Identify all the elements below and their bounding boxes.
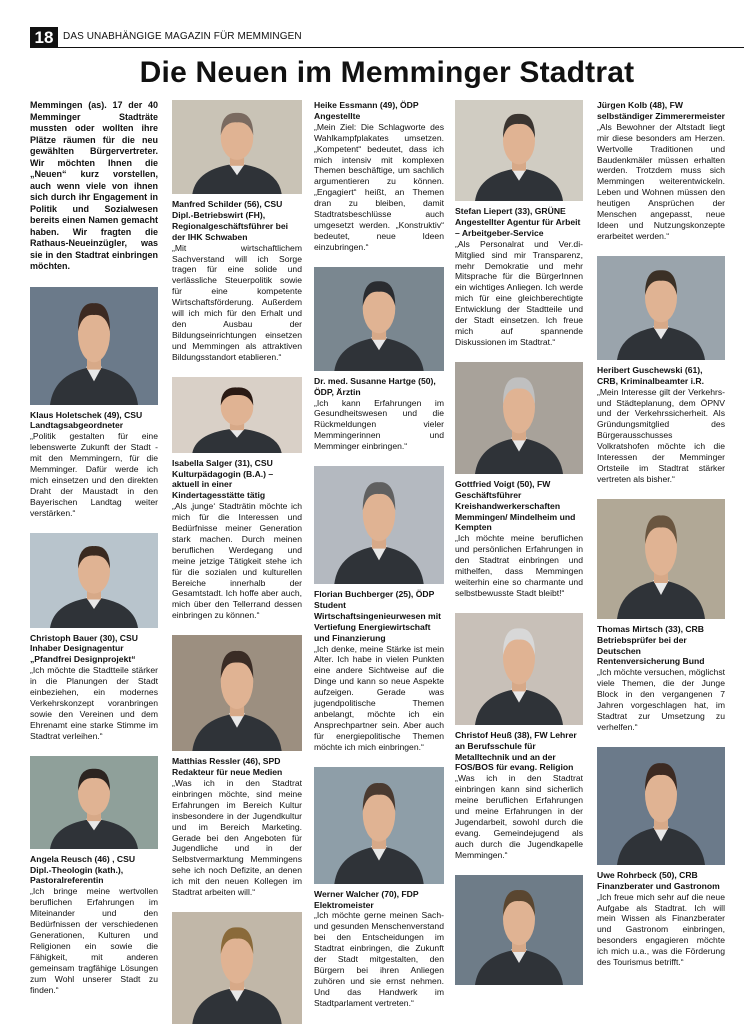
magazine-name: DAS UNABHÄNGIGE MAGAZIN FÜR MEMMINGEN xyxy=(63,31,302,42)
column-3 xyxy=(314,100,444,1023)
profile-text xyxy=(172,458,302,622)
profile xyxy=(30,756,158,996)
portrait-photo-voigt xyxy=(455,362,583,474)
profile-quote: „Ich möchte die Stadtteile stärker in die Planungen der Stadt einbeziehen, ein modernes Verkehrskonzept voranbringen sowie den Vereinen und dem Ehrenamt eine starke Stimme im Stadtrat verleihen.“ xyxy=(30,665,158,741)
profile xyxy=(30,287,158,519)
profile-name: Stefan Liepert (33), GRÜNE Angestellter Agentur für Arbeit – Arbeitgeber-Service xyxy=(455,206,581,238)
column-3-profiles xyxy=(314,100,444,1009)
profile-quote: „Ich denke, meine Stärke ist mein Alter. Ich habe in vielen Punkten eine andere Sichtweise auf die Dinge und kann so neue Aspekte aufzeigen. Gerade was jugendpolitische Themen anbelangt, möchte ich ein Ansprechpartner sein. Aber auch für energiepolitische Themen möchte ich mich einbringen.“ xyxy=(314,643,444,752)
profile-name: Werner Walcher (70), FDP Elektromeister xyxy=(314,888,419,910)
profile-quote: „Was ich in den Stadtrat einbringen kann sind sicherlich meine beruflichen Erfahrungen und meine Erfahrungen in der Jugendarbeit, sowohl durch die evang. Gemeindejugend als auch durch die Jugendkapelle Memmingen.“ xyxy=(455,773,583,860)
portrait-photo-mirtsch xyxy=(597,499,725,619)
portrait-photo-unnamed-woman-image xyxy=(172,912,302,1024)
column-4-profiles xyxy=(455,100,583,985)
profile-text xyxy=(597,365,725,485)
profile xyxy=(597,256,725,485)
profile xyxy=(314,267,444,452)
profile-text xyxy=(30,633,158,742)
portrait-photo-liepert-image xyxy=(455,100,583,201)
profile-text xyxy=(597,624,725,733)
column-5 xyxy=(597,100,725,982)
profile-name: Thomas Mirtsch (33), CRB Betriebsprüfer bei der Deutschen Rentenversicherung Bund xyxy=(597,623,705,667)
profile-name: Angela Reusch (46) , CSU Dipl.-Theologin (kath.), Pastoralreferentin xyxy=(30,853,136,886)
profile-quote: „Was ich in den Stadtrat einbringen möchte, sind meine Erfahrungen im Bereich Kultur insbesondere in der Jugendkultur und im Bereich Marketing. Gerade bei den Angeboten für Jugendliche und in der Selbstvermarktung Memmingens sehe ich noch Defizite, an denen ich mit den neuen Kollegen im Stadtrat arbeiten will.“ xyxy=(172,778,302,898)
profile xyxy=(455,613,583,861)
profile-name: Christof Heuß (38), FW Lehrer an Berufsschule für Metalltechnik und an der FOS/BOS für evang. Religion xyxy=(455,729,577,773)
profile-name: Florian Buchberger (25), ÖDP Student Wirtschaftsingenieurwesen mit Vertiefung Energiewirtschaft und Finanzierung xyxy=(314,589,441,643)
profile xyxy=(30,533,158,742)
column-2-profiles xyxy=(172,100,302,1024)
profile-name: Matthias Ressler (46), SPD Redakteur für neue Medien xyxy=(172,756,283,778)
intro-text: Memmingen (as). 17 der 40 Memminger Stadträte mussten oder wollten ihre Plätze räumen für die neu gewählten Bürgervertreter. Wir möchten Ihnen die „Neuen“ kurz vorstellen, auch wenn viele von ihnen sich durch ihr Engagement in Politik und Sozialwesen bereits einen Namen gemacht haben. Wir fragten die Rathaus-Neueinzügler, was sie in den Stadtrat einbringen möchten. xyxy=(30,100,158,271)
profile-name: Gottfried Voigt (50), FW Geschäftsführer Kreishandwerkerschaften Memmingen/ Mindelheim und Kempten xyxy=(455,478,576,533)
profile-text xyxy=(172,756,302,898)
profile xyxy=(314,466,444,753)
portrait-photo-unnamed-man xyxy=(455,875,583,985)
profile-name: Dr. med. Susanne Hartge (50), ÖDP, Ärztin xyxy=(314,375,436,397)
profile-name: Isabella Salger (31), CSU Kulturpädagogin (B.A.) – aktuell in einer Kindertagesstätte tätig xyxy=(172,457,274,501)
column-1-profiles xyxy=(30,287,158,996)
profile-text xyxy=(314,589,444,753)
profile-quote: „Politik gestalten für eine lebenswerte Zukunft der Stadt - mit den Memmingern, für die Memminger. Dafür werde ich mich einsetzen und den direkten Draht der Maustadt in den Bayerischen Landtag weiter verstärken.“ xyxy=(30,431,158,518)
profile xyxy=(455,875,583,985)
profile-quote: „Ich kann Erfahrungen im Gesundheitswesen und die Rückmeldungen vieler Memmingerinnen und Memminger einbringen.“ xyxy=(314,397,444,452)
portrait-photo-hartge xyxy=(314,267,444,371)
portrait-photo-guschewski-image xyxy=(597,256,725,360)
portrait-photo-ressler xyxy=(172,635,302,751)
portrait-photo-heuss-image xyxy=(455,613,583,725)
portrait-photo-hartge-image xyxy=(314,267,444,371)
profile-quote: „Ich möchte versuchen, möglichst viele Themen, die der Junge Block in den vergangenen 7 Jahren vorgeschlagen hat, im Stadtrat zur Umsetzung zu verhelfen.“ xyxy=(597,667,726,732)
profile-name: Uwe Rohrbeck (50), CRB Finanzberater und Gastronom xyxy=(597,869,720,891)
profile-quote: „Mein Interesse gilt der Verkehrs- und Städteplanung, dem ÖPNV und der Verkehrssicherheit. Als Gründungsmitglied des Bürgerausschusses Volkratshofen möchte ich die Interessen der Memminger Ortsteile im Stadtrat stärker vertreten als bisher.“ xyxy=(597,386,725,484)
portrait-photo-guschewski xyxy=(597,256,725,360)
portrait-photo-reusch xyxy=(30,756,158,849)
profile xyxy=(597,100,725,242)
profile-name: Manfred Schilder (56), CSU Dipl.-Betriebswirt (FH), Regionalgeschäftsführer bei der IHK Schwaben xyxy=(172,199,289,242)
profile-text xyxy=(455,206,583,348)
profile-quote: „Ich möchte meine beruflichen und persönlichen Erfahrungen in den Stadtrat einbringen und mithelfen, dass Memmingen weiterhin eine so charmante und selbstbewusste Stadt bleibt!“ xyxy=(455,533,583,598)
portrait-photo-bauer-image xyxy=(30,533,158,628)
portrait-photo-walcher-image xyxy=(314,767,444,884)
portrait-photo-schilder-image xyxy=(172,100,302,194)
portrait-photo-heuss xyxy=(455,613,583,725)
profile xyxy=(314,100,444,253)
portrait-photo-salger xyxy=(172,377,302,453)
profile-quote: „Ich möchte gerne meinen Sach- und gesunden Menschenverstand bei den Entscheidungen im Stadtrat einbringen, die Zukunft der Stadt mitgestalten, den Bürgern bei ihren Anliegen zuhören und sie ernst nehmen. Und das Handwerk im Stadtparlament vertreten.“ xyxy=(314,910,444,1008)
profile-text xyxy=(455,479,583,599)
profile xyxy=(172,912,302,1024)
profile xyxy=(314,767,444,1009)
profile-name: Heribert Guschewski (61), CRB, Kriminalbeamter i.R. xyxy=(597,364,704,386)
portrait-photo-buchberger xyxy=(314,466,444,584)
profile-quote: „Ich bringe meine wertvollen beruflichen Erfahrungen im Miteinander und den Bedürfnissen der verschiedenen Generationen, Kulturen und Religionen ein sowie die Fähigkeit, mit anderen gemeinsam tragfähige Lösungen zum Wohl unserer Stadt zu finden.“ xyxy=(30,886,158,995)
portrait-photo-walcher xyxy=(314,767,444,884)
header-rule xyxy=(30,47,744,48)
portrait-photo-bauer xyxy=(30,533,158,628)
profile-text xyxy=(314,100,444,253)
profile-text xyxy=(172,199,302,363)
profile-text xyxy=(455,730,583,861)
page-number: 18 xyxy=(30,27,58,48)
column-2 xyxy=(172,100,302,1024)
portrait-photo-liepert xyxy=(455,100,583,201)
profile xyxy=(455,362,583,599)
profile-name: Jürgen Kolb (48), FW selbständiger Zimmerermeister xyxy=(597,100,726,121)
portrait-photo-holetschek xyxy=(30,287,158,405)
portrait-photo-mirtsch-image xyxy=(597,499,725,619)
profile-quote: „Als ‚junge‘ Stadträtin möchte ich mich für die Interessen und Bedürfnisse meiner Generation stark machen. Durch meinen beruflichen Werdegang und meine jetzige Tätigkeit stehe ich für die sozialen und kulturellen Bereiche innerhalb der Gesamtstadt. Ich hoffe aber auch, mich über den Tellerrand dessen einbringen zu können.“ xyxy=(172,501,302,621)
portrait-photo-unnamed-man-image xyxy=(455,875,583,985)
portrait-photo-rohrbeck xyxy=(597,747,725,865)
profile-text xyxy=(314,376,444,452)
profile-quote: „Als Personalrat und Ver.di-Mitglied sind mir Transparenz, mehr Demokratie und mehr Mitsprache für die BürgerInnen ein wichtiges Anliegen. Ich werde mich für eine gleichberechtigte Entwicklung der Stadtteile und der Stadt einsetzen. Ich freue mich auf spannende Diskussionen im Stadtrat.“ xyxy=(455,238,583,347)
profile-text xyxy=(597,100,725,242)
column-4 xyxy=(455,100,583,990)
profile xyxy=(597,747,725,968)
portrait-photo-reusch-image xyxy=(30,756,158,849)
portrait-photo-rohrbeck-image xyxy=(597,747,725,865)
profile-text xyxy=(597,870,725,968)
profile-name: Christoph Bauer (30), CSU Inhaber Designagentur „Pfandfrei Designprojekt“ xyxy=(30,632,138,665)
profile-quote: „Mit wirtschaftlichem Sachverstand will ich Sorge tragen für eine solide und verlässliche Steuerpolitik sowie für eine kompetente Wirtschaftsförderung. Außerdem will ich mich für den Erhalt und den Ausbau der Bildungseinrichtungen einsetzen und Memmingen als attraktiven Bildungsstandort etablieren.“ xyxy=(172,242,302,362)
portrait-photo-unnamed-woman xyxy=(172,912,302,1024)
column-5-profiles xyxy=(597,100,725,968)
portrait-photo-ressler-image xyxy=(172,635,302,751)
portrait-photo-salger-image xyxy=(172,377,302,453)
profile xyxy=(597,499,725,733)
profile-quote: „Mein Ziel: Die Schlagworte des Wahlkampfplakates umsetzen. „Kompetent“ bedeutet, dass ich mich intensiv mit komplexen Themen beschäftige, um sachlich argumentieren zu können. „Engagiert“ heißt, an Themen dran zu bleiben, damit Stadtratsbeschlüsse auch umgesetzt werden. „Konstruktiv“ bedeutet, neue Ideen einzubringen.“ xyxy=(314,121,444,252)
portrait-photo-holetschek-image xyxy=(30,287,158,405)
profile-text xyxy=(314,889,444,1009)
profile xyxy=(172,635,302,898)
profile-quote: „Ich freue mich sehr auf die neue Aufgabe als Stadtrat. Ich will mein Wissen als Finanzberater und Gastronom einbringen, besonders engagieren möchte ich mich u.a., was die Förderung des Tourismus betrifft.“ xyxy=(597,891,725,968)
headline: Die Neuen im Memminger Stadtrat xyxy=(139,56,635,89)
column-1 xyxy=(30,100,158,1009)
portrait-photo-schilder xyxy=(172,100,302,194)
portrait-photo-voigt-image xyxy=(455,362,583,474)
portrait-photo-buchberger-image xyxy=(314,466,444,584)
profile-name: Klaus Holetschek (49), CSU Landtagsabgeordneter xyxy=(30,409,143,431)
profile-text xyxy=(30,854,158,996)
profile-name: Heike Essmann (49), ÖDP Angestellte xyxy=(314,100,419,121)
profile xyxy=(172,377,302,622)
profile xyxy=(172,100,302,363)
profile xyxy=(455,100,583,348)
profile-quote: „Als Bewohner der Altstadt liegt mir diese besonders am Herzen. Wertvolle Traditionen und Baudenkmäler müssen erhalten werden. Trotzdem muss sich Memmingen weiterentwickeln. Leben und Wohnen müssen den heutigen Ansprüchen der Menschen angepasst, neue Ideen und Nutzungskonzepte erarbeitet werden.“ xyxy=(597,121,725,241)
profile-text xyxy=(30,410,158,519)
